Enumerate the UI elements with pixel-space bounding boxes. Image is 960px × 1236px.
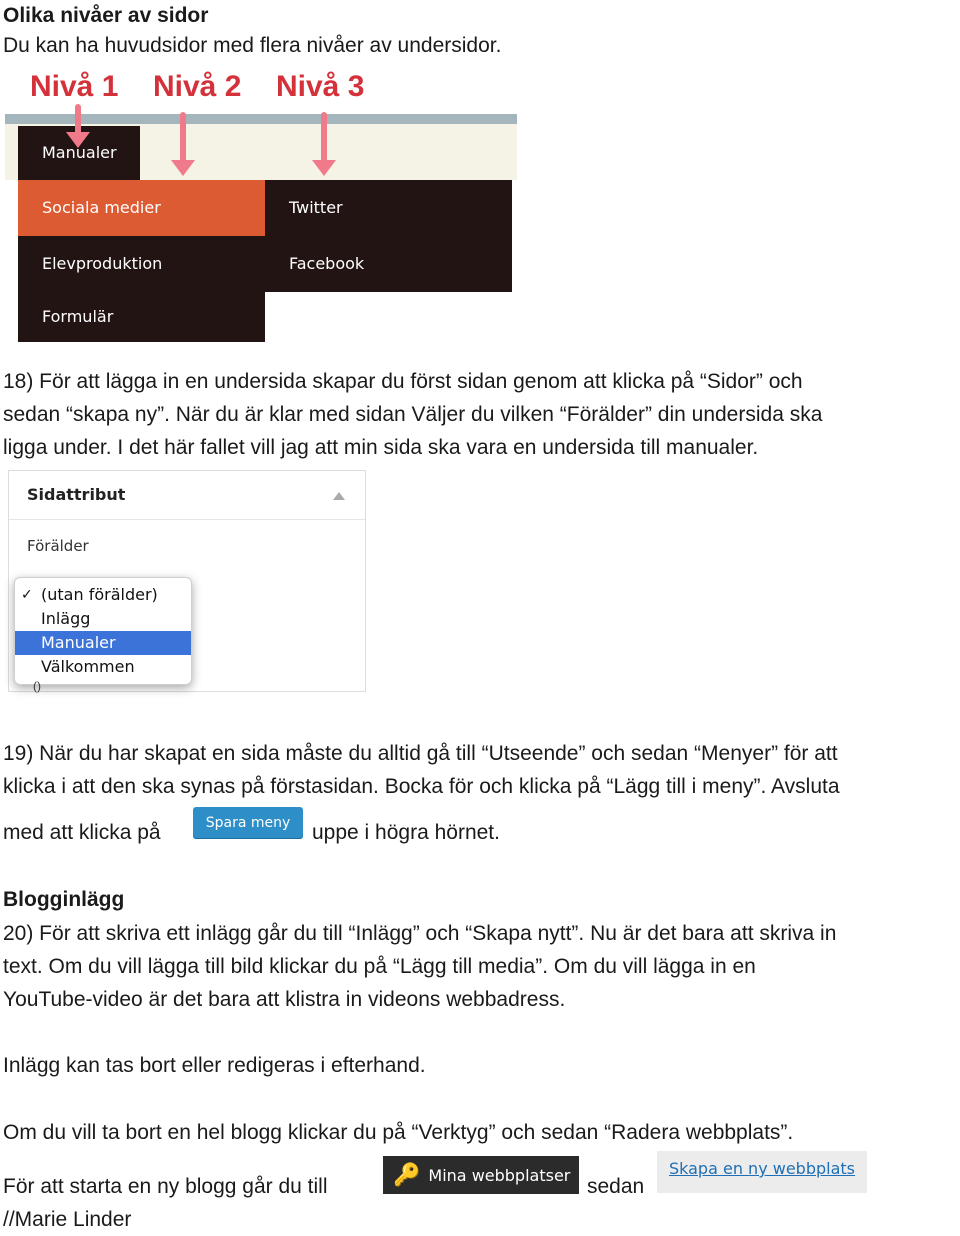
option-label: (utan förälder) — [41, 585, 158, 604]
key-icon: 🔑 — [393, 1162, 421, 1188]
level-1-label: Nivå 1 — [30, 70, 119, 103]
section-title: Olika nivåer av sidor — [3, 4, 209, 27]
step20-line2: text. Om du vill lägga till bild klickar du på “Lägg till media”. Om du vill lägga in en — [3, 955, 756, 978]
dropdown-option — [15, 607, 191, 631]
parent-label: Förälder — [27, 537, 89, 555]
option-label: Inlägg — [41, 609, 91, 628]
section2-title: Blogginlägg — [3, 888, 125, 911]
parent-dropdown — [14, 577, 192, 685]
level-2-label: Nivå 2 — [153, 70, 242, 103]
checkmark-icon: ✓ — [21, 587, 33, 603]
dropdown-option — [15, 655, 191, 679]
step18-line2: sedan “skapa ny”. När du är klar med sidan Väljer du vilken “Förälder” din undersida ska — [3, 403, 823, 426]
delete-note: Om du vill ta bort en hel blogg klickar du på “Verktyg” och sedan “Radera webbplats”. — [3, 1121, 794, 1144]
signature: //Marie Linder — [3, 1208, 132, 1231]
step19-line3-before: med att klicka på — [3, 821, 161, 844]
option-label: Manualer — [41, 633, 116, 652]
dropdown-option — [15, 583, 191, 607]
intro-text: Du kan ha huvudsidor med flera nivåer av undersidor. — [3, 34, 502, 57]
step20-line1: 20) För att skriva ett inlägg går du till “Inlägg” och “Skapa nytt”. Nu är det bara att skriva in — [3, 922, 837, 945]
page-attributes-panel — [8, 470, 366, 692]
menu-item-sociala-medier: Sociala medier — [18, 180, 265, 236]
panel-divider — [9, 519, 365, 520]
step19-line1: 19) När du har skapat en sida måste du alltid gå till “Utseende” och sedan “Menyer” för att — [3, 742, 838, 765]
menu-header-stripe — [5, 114, 517, 124]
spara-meny-button-image: Spara meny — [193, 807, 303, 839]
skapa-ny-webbplats-link-image: Skapa en ny webbplats — [657, 1151, 867, 1193]
start-blog-text: För att starta en ny blogg går du till — [3, 1175, 328, 1198]
start-blog-middle: sedan — [587, 1175, 645, 1198]
option-label: Välkommen — [41, 657, 135, 676]
level-3-label: Nivå 3 — [276, 70, 365, 103]
collapse-triangle-icon — [333, 492, 345, 500]
dropdown-option-highlighted — [15, 631, 191, 655]
step19-line3-after: uppe i högra hörnet. — [312, 821, 500, 844]
step18-line3: ligga under. I det här fallet vill jag att min sida ska vara en undersida till manualer. — [3, 436, 759, 459]
panel-footer-text: () — [33, 679, 41, 693]
panel-title: Sidattribut — [27, 485, 126, 504]
edit-note: Inlägg kan tas bort eller redigeras i efterhand. — [3, 1054, 426, 1077]
step19-line2: klicka i att den ska synas på förstasidan. Bocka för och klicka på “Lägg till i meny”. Avsluta — [3, 775, 840, 798]
step18-line1: 18) För att lägga in en undersida skapar du först sidan genom att klicka på “Sidor” och — [3, 370, 803, 393]
step20-line3: YouTube-video är det bara att klistra in videons webbadress. — [3, 988, 566, 1011]
menu-item-formular: Formulär — [18, 292, 265, 342]
mina-webbplatser-label: Mina webbplatser — [428, 1165, 571, 1185]
submenu-item-facebook: Facebook — [265, 236, 512, 292]
mina-webbplatser-button-image — [383, 1156, 579, 1194]
submenu-item-twitter: Twitter — [265, 180, 512, 236]
menu-item-manualer: Manualer — [18, 126, 140, 180]
menu-screenshot — [5, 114, 517, 344]
menu-item-elevproduktion: Elevproduktion — [18, 236, 265, 292]
